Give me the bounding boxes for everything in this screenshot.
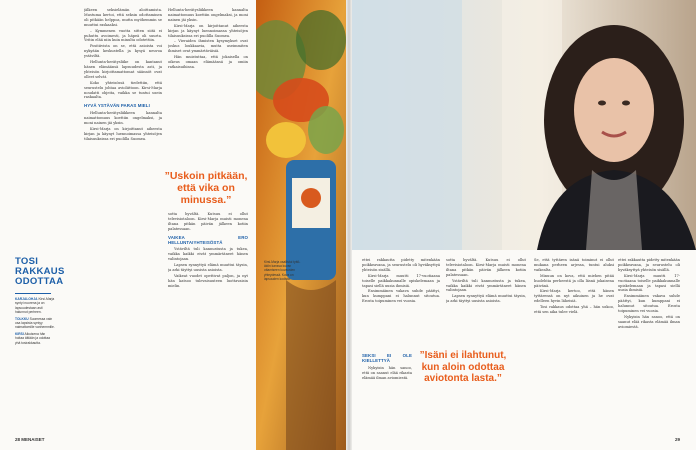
text-column-2b xyxy=(168,212,248,432)
paragraph: Kirsi-Marja on kirjoittanut aiheesta kirjan ja käynyt luennoimassa yhteisöjen tilaisuuksissa eri puolilla Suomea. xyxy=(84,126,162,141)
paragraph: Hellunta-herätysliikkeen kannalta naimattomuus koettiin ongelmaksi, ja moni nainen jäi yksin. xyxy=(84,111,162,126)
paragraph: Kirsi-Marja muutti 17-vuotiaana toiselle paikkakunnalle opiskelemaan ja tapasi siellä uusia ihmisiä. xyxy=(362,273,440,288)
pull-quote-right: ”Isäni ei ilahtunut, kun aloin odottaa aviotonta lasta.” xyxy=(419,350,507,384)
paragraph: Tosi rakkaus odottaa yhä – hän uskoo, että sen aika tulee vielä. xyxy=(534,305,614,315)
text-column-7 xyxy=(534,258,614,432)
pull-quote-left: ”Uskoin pitkään, että vika on minussa.” xyxy=(164,170,248,207)
paragraph: Lapsen synnyttyä elämä muuttui täysin, ja arki täyttyi uusista asioista. xyxy=(446,294,526,304)
portrait-illustration xyxy=(352,0,696,250)
text-column-5b xyxy=(362,350,412,432)
paragraph: Koko yhteisössä tiedettiin, että seurustelu johtaa avioliittoon. Kirsi-Marja noudatti ohjeita, vaikka se tuntui usein raskaalta. xyxy=(84,80,162,100)
fact-sidebar xyxy=(15,297,55,347)
sidebar-entry xyxy=(15,317,55,330)
paragraph: Ensimmäinen vakava suhde päättyi, kun kumppani ei halunnut sitoutua. Erosta toipuminen vei vuosia. xyxy=(362,289,440,304)
page-number-left: 28 MENAISET xyxy=(15,437,45,442)
sidebar-text: Aikuisena hän hoitaa äitiään ja odottaa yhä tosirakkautta. xyxy=(15,331,51,345)
sidebar-entry xyxy=(15,297,55,315)
sidebar-text: Kirsi-Marja syntyi nuorena ja on lapsuudestaan asti halunnut perheen. xyxy=(15,297,55,315)
vase-illustration xyxy=(256,0,346,450)
paragraph: – Kymmenen vuotta sitten siitä ei puhuttu avoimesti, ja häpeä oli suurta. Yritin elää niin kuin minulta odotettiin. xyxy=(84,28,162,43)
paragraph: Kirsi-Marja muutti 17-vuotiaana toiselle paikkakunnalle opiskelemaan ja tapasi siellä uusia ihmisiä. xyxy=(618,273,680,293)
subheading: VAIKEA ERO HELLUNTAIYHTEISÖSTÄ xyxy=(168,234,248,245)
paragraph: ettei rakkautta pidetty mitenkään poikkeavana, ja seurustelu oli hyväksyttyä yhteisön sisällä. xyxy=(618,258,680,272)
photo-caption: Kirsi-Marja osallistui tyttö- äidin kanssa kuvan ottamiseen kuvausten yhteydessä. Kuva on lapsuuden kodista. xyxy=(264,260,301,281)
sidebar-label: TOLKKU xyxy=(15,316,29,321)
text-column-8 xyxy=(618,258,680,432)
paragraph: Nykyisin hän sanoo, että on saanut elää rikasta elämää ilman aviomiestä. xyxy=(618,314,680,329)
paragraph: Nykyisin hän sanoo, että on saanut elää rikasta elämää ilman aviomiestä. xyxy=(362,365,412,380)
paragraph: Hän muistuttaa, että jokaisella on oikeus omaan elämäänsä ja omiin ratkaisuihinsa. xyxy=(168,55,248,69)
page-number-right: 29 xyxy=(674,437,680,442)
paragraph: Kirsi-Marja kertoo, että hänen tyttärensä on nyt aikuinen ja he ovat edelleen hyvin läheisiä. xyxy=(534,289,614,304)
paragraph: jälkeen seksielämän aloittamista. Mustuma kertoi, että seksin odottaminen oli pitkään helppoa, mutta myöhemmin se muuttui raskaaksi. xyxy=(84,8,162,27)
paragraph: Minuun on kova, että miehen pitää huolehtia perheestä ja olla läsnä jokaisena päivänä. xyxy=(534,273,614,288)
paragraph: Hellunta-herätysliike on kantanut hänen elämäänsä lapsuudesta asti, ja yhteisön kirjoittamattomat säännöt ovat olleet selvät. xyxy=(84,60,162,79)
paragraph: sotta hyvältä. Kutsuu ei ollut televisiotaloon. Kirsi-Marja muisti monena iltana pitkän päivän jälkeen kotiin palatessaan. xyxy=(446,258,526,277)
paragraph: ettei rakkautta pidetty mitenkään poikkeavana, ja seurustelu oli hyväksyttyä yhteisön sisällä. xyxy=(362,258,440,272)
title-line: RAKKAUS xyxy=(15,266,65,277)
paragraph: Hellunta-herätysliikkeen kannalta naimattomuus koettiin ongelmaksi, ja moni nainen jäi yksin. xyxy=(168,8,248,22)
sidebar-entry xyxy=(15,332,55,345)
paragraph: Lapsen synnyttyä elämä muuttui täysin, ja arki täyttyi uusista asioista. xyxy=(168,263,248,273)
article-title xyxy=(15,256,65,287)
paragraph: sotta hyvältä. Kutsuu ei ollut televisiotaloon. Kirsi-Marja muisti monena iltana pitkän päivän jälkeen kotiin palatessaan. xyxy=(168,212,248,231)
paragraph: Ystäviltä tuli kannustusta ja tukea, vaikka kaikki eivät ymmärtäneet hänen valintojaan. xyxy=(168,247,248,262)
photo-portrait xyxy=(352,0,696,250)
sidebar-label: KIRSI xyxy=(15,331,24,336)
text-column-1 xyxy=(84,8,162,433)
title-line: ODOTTAA xyxy=(15,276,64,287)
subheading: SEKSI EI OLE KIELLETTYÄ xyxy=(362,353,412,363)
paragraph: Kirsi-Marja on kirjoittanut aiheesta kirjan ja käynyt luennoimassa yhteisöjen tilaisuuksissa eri puolilla Suomea. xyxy=(168,23,248,38)
text-column-5a xyxy=(362,258,440,346)
paragraph: Ensimmäinen vakava suhde päättyi, kun kumppani ei halunnut sitoutua. Erosta toipuminen vei vuosia. xyxy=(618,294,680,314)
photo-vase xyxy=(256,0,346,450)
paragraph: Ystäviltä tuli kannustusta ja tukea, vaikka kaikki eivät ymmärtäneet hänen valintojaan. xyxy=(446,278,526,293)
sidebar-label: KARJALOHJA xyxy=(15,297,38,301)
subheading: HYVÄ YSTÄVÄN PARAS MIELI xyxy=(84,103,150,109)
text-column-2 xyxy=(168,8,248,168)
text-column-6a xyxy=(446,258,526,346)
paragraph: – Vieraiden ihmisten kysymykset ovat joskus loukkaavia, mutta useimmiten ihmiset ovat ymmärtäväisiä. xyxy=(168,39,248,54)
title-line: TOSI xyxy=(15,256,39,267)
title-rule xyxy=(15,293,51,294)
paragraph: Se, että tyttären isänä toiminut ei ollut mukana perheen arjessa, tuntui aluksi vaikealta. xyxy=(534,258,614,272)
paragraph: Vaikeat vuodet opettivat paljon, ja nyt hän katsoo tulevaisuuteen luottavaisin mielin. xyxy=(168,273,248,288)
paragraph: Positiivista on se, että asioista voi nykyään keskustella ja kysyä neuvoa ystäviltä. xyxy=(84,44,162,59)
sidebar-text: Suomessa vain osa lapsista syntyy naimattomille vanhemmille. xyxy=(15,316,55,330)
